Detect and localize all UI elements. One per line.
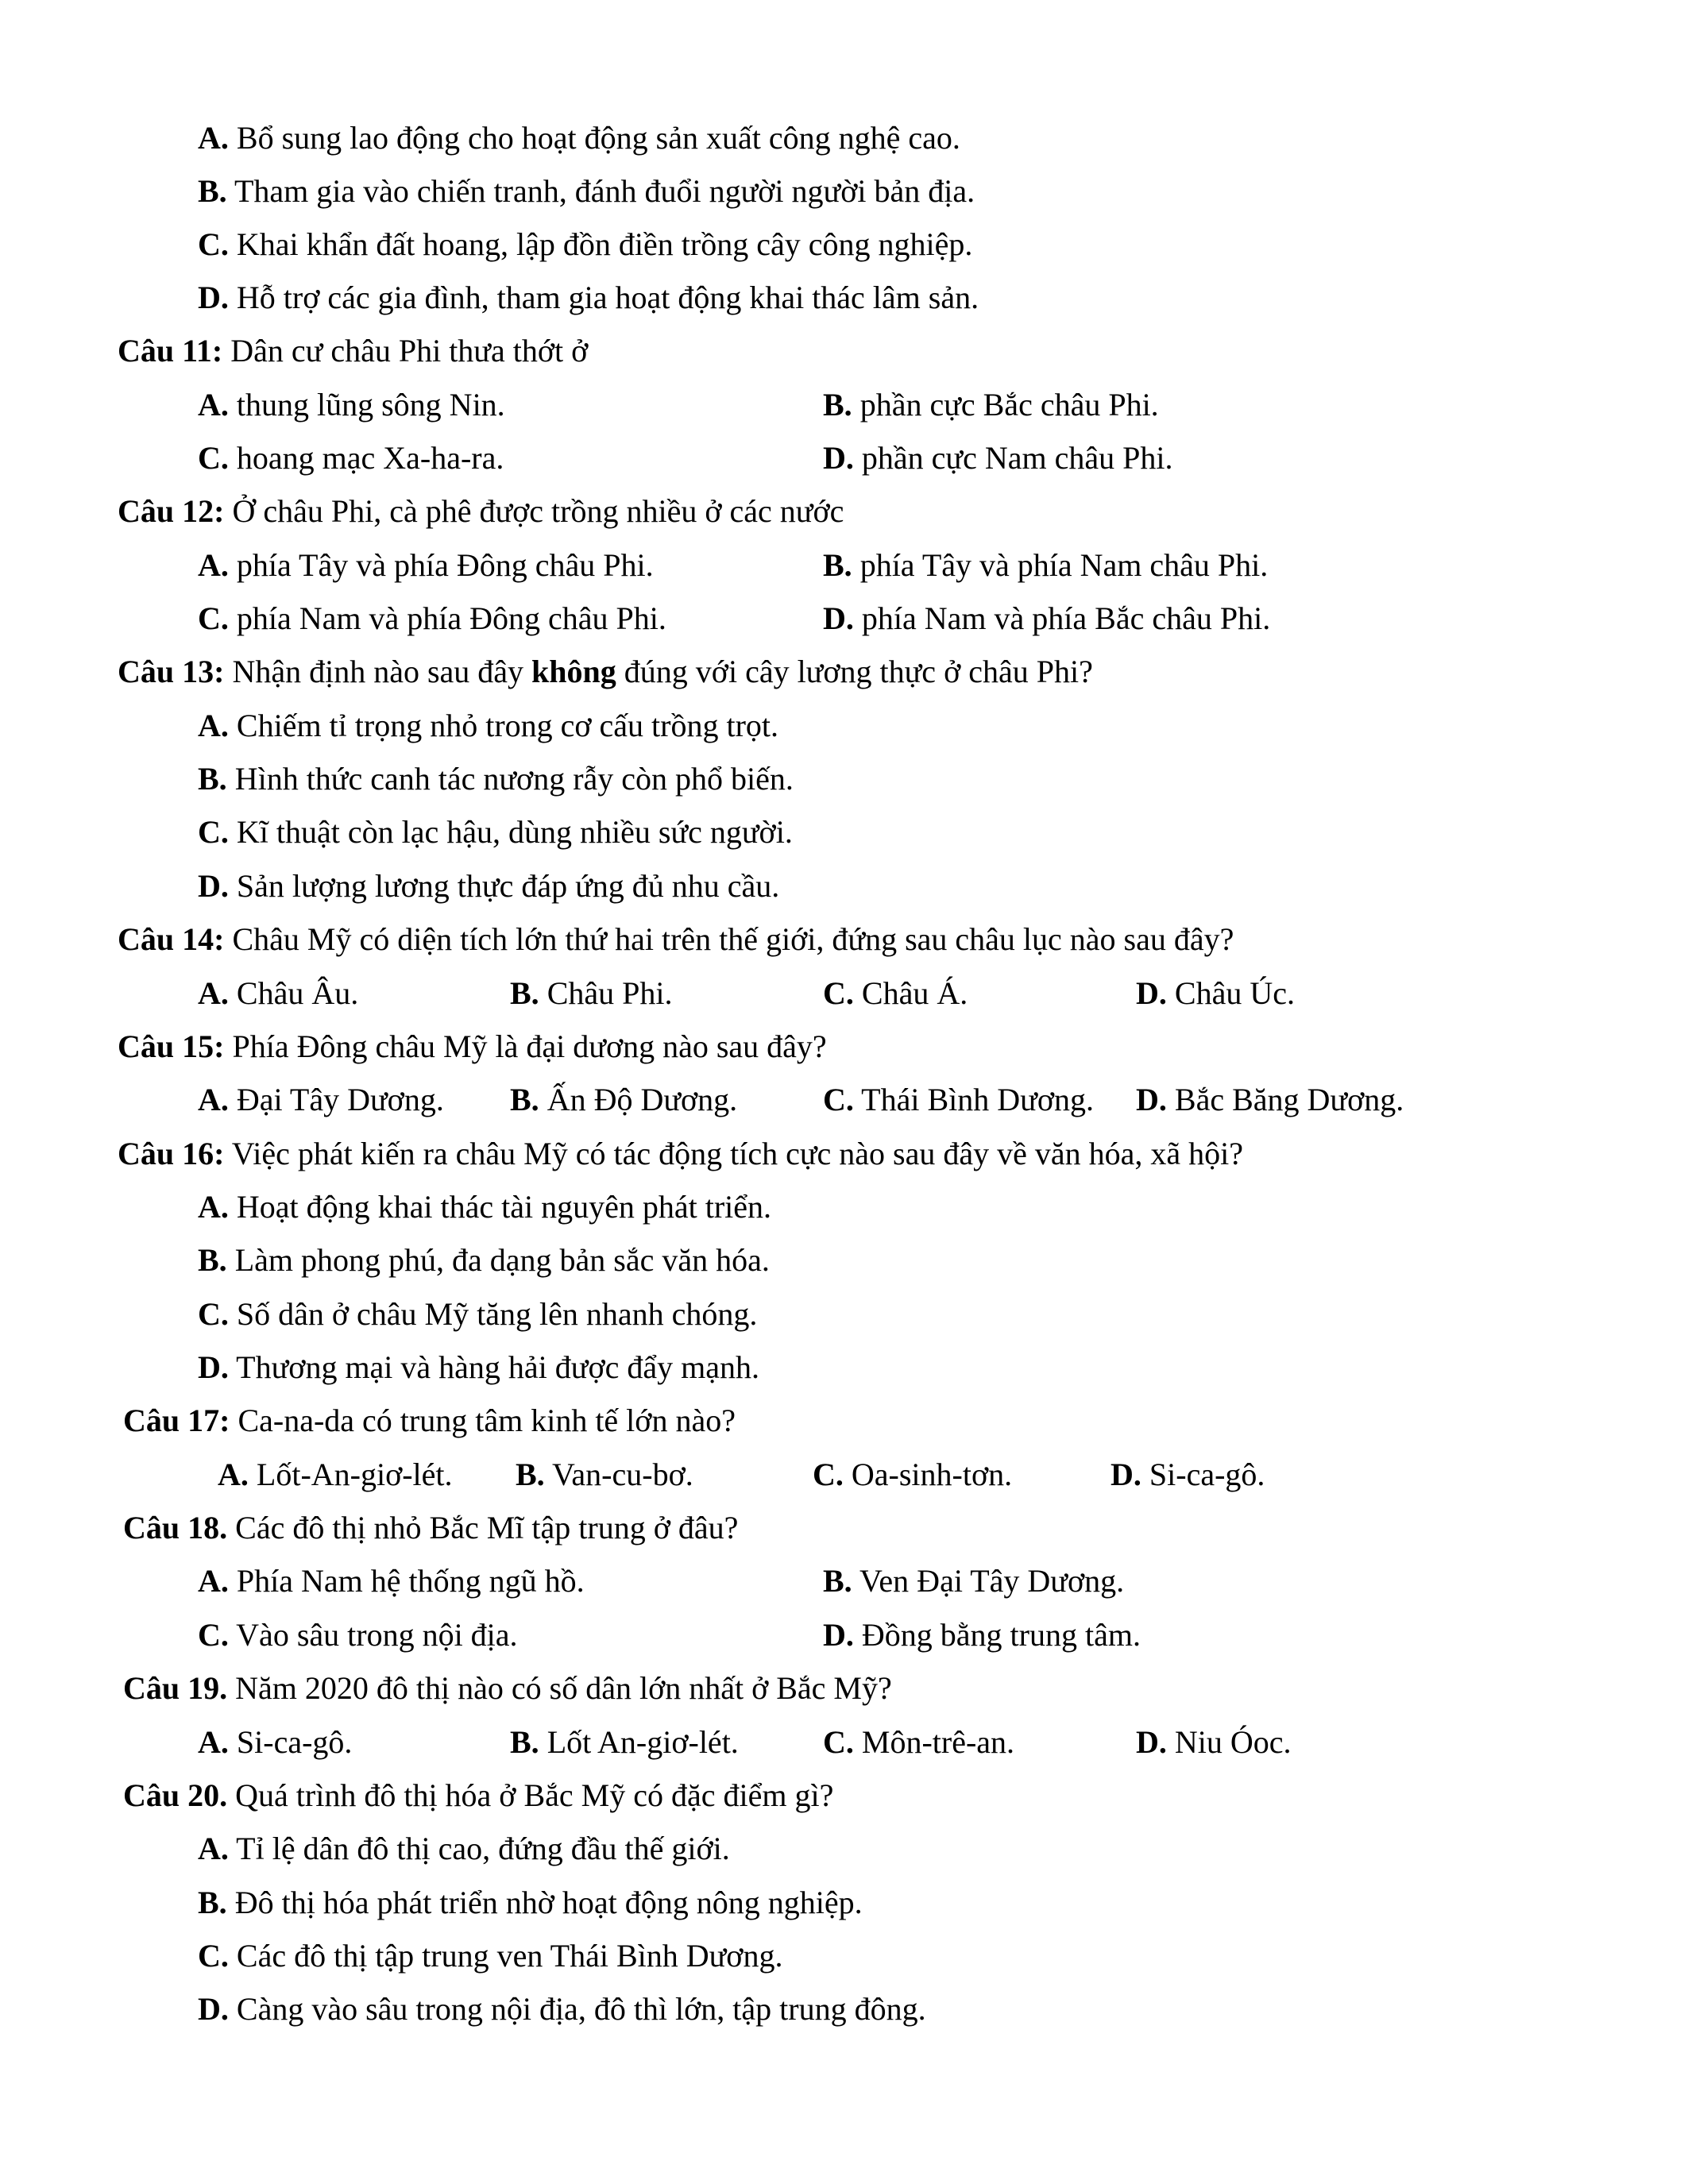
q12-stem: Câu 12: Ở châu Phi, cà phê được trồng nhiều ở các nước <box>118 493 844 529</box>
q16-stem: Câu 16: Việc phát kiến ra châu Mỹ có tác động tích cực nào sau đây về văn hóa, xã hội? <box>118 1136 1243 1171</box>
q13-option-b: B. Hình thức canh tác nương rẫy còn phổ biến. <box>198 761 794 797</box>
q17-option-c: C. Oa-sinh-tơn. <box>813 1457 1013 1492</box>
q16-option-a: A. Hoạt động khai thác tài nguyên phát triển. <box>198 1189 772 1225</box>
q12-option-a: A. phía Tây và phía Đông châu Phi. <box>198 547 654 583</box>
q16-option-c: C. Số dân ở châu Mỹ tăng lên nhanh chóng. <box>198 1296 758 1332</box>
q15-option-b: B. Ấn Độ Dương. <box>510 1082 738 1117</box>
q18-option-c: C. Vào sâu trong nội địa. <box>198 1617 518 1653</box>
q17-option-a: A. Lốt-An-giơ-lét. <box>218 1457 453 1492</box>
q19-option-b: B. Lốt An-giơ-lét. <box>510 1724 739 1760</box>
q20-option-d: D. Càng vào sâu trong nội địa, đô thì lớn, tập trung đông. <box>198 1991 926 2027</box>
q14-option-b: B. Châu Phi. <box>510 975 673 1011</box>
q17-option-b: B. Van-cu-bơ. <box>516 1457 693 1492</box>
q11-option-a: A. thung lũng sông Nin. <box>198 387 505 423</box>
q10-option-b: B. Tham gia vào chiến tranh, đánh đuổi người người bản địa. <box>198 173 975 209</box>
q15-option-d: D. Bắc Băng Dương. <box>1136 1082 1404 1117</box>
q11-option-b: B. phần cực Bắc châu Phi. <box>823 387 1159 423</box>
q18-option-b: B. Ven Đại Tây Dương. <box>823 1563 1125 1599</box>
q12-option-b: B. phía Tây và phía Nam châu Phi. <box>823 547 1269 583</box>
q17-stem: Câu 17: Ca-na-da có trung tâm kinh tế lớn nào? <box>123 1403 736 1438</box>
q19-stem: Câu 19. Năm 2020 đô thị nào có số dân lớn nhất ở Bắc Mỹ? <box>123 1670 892 1706</box>
q13-stem: Câu 13: Nhận định nào sau đây không đúng với cây lương thực ở châu Phi? <box>118 654 1093 689</box>
q18-stem: Câu 18. Các đô thị nhỏ Bắc Mĩ tập trung ở đâu? <box>123 1510 739 1545</box>
q14-option-a: A. Châu Âu. <box>198 975 359 1011</box>
q20-stem: Câu 20. Quá trình đô thị hóa ở Bắc Mỹ có đặc điểm gì? <box>123 1777 834 1813</box>
q12-option-d: D. phía Nam và phía Bắc châu Phi. <box>823 600 1271 636</box>
q11-stem: Câu 11: Dân cư châu Phi thưa thớt ở <box>118 333 589 369</box>
q18-option-d: D. Đồng bằng trung tâm. <box>823 1617 1141 1653</box>
q19-option-a: A. Si-ca-gô. <box>198 1724 353 1760</box>
q11-option-d: D. phần cực Nam châu Phi. <box>823 440 1173 476</box>
q15-option-c: C. Thái Bình Dương. <box>823 1082 1094 1117</box>
q16-option-d: D. Thương mại và hàng hải được đẩy mạnh. <box>198 1349 759 1385</box>
q12-option-c: C. phía Nam và phía Đông châu Phi. <box>198 600 666 636</box>
q13-option-c: C. Kĩ thuật còn lạc hậu, dùng nhiều sức người. <box>198 814 793 850</box>
q10-option-d: D. Hỗ trợ các gia đình, tham gia hoạt động khai thác lâm sản. <box>198 280 979 315</box>
q16-option-b: B. Làm phong phú, đa dạng bản sắc văn hóa. <box>198 1242 770 1278</box>
q10-option-c: C. Khai khẩn đất hoang, lập đồn điền trồng cây công nghiệp. <box>198 226 973 262</box>
q20-option-c: C. Các đô thị tập trung ven Thái Bình Dương. <box>198 1938 783 1974</box>
q18-option-a: A. Phía Nam hệ thống ngũ hồ. <box>198 1563 585 1599</box>
q19-option-c: C. Môn-trê-an. <box>823 1724 1015 1760</box>
q14-option-c: C. Châu Á. <box>823 975 968 1011</box>
q15-option-a: A. Đại Tây Dương. <box>198 1082 444 1117</box>
q13-option-a: A. Chiếm tỉ trọng nhỏ trong cơ cấu trồng trọt. <box>198 708 779 743</box>
q11-option-c: C. hoang mạc Xa-ha-ra. <box>198 440 504 476</box>
q14-stem: Câu 14: Châu Mỹ có diện tích lớn thứ hai trên thế giới, đứng sau châu lục nào sau đây? <box>118 921 1234 957</box>
q15-stem: Câu 15: Phía Đông châu Mỹ là đại dương nào sau đây? <box>118 1028 827 1064</box>
q20-option-b: B. Đô thị hóa phát triển nhờ hoạt động nông nghiệp. <box>198 1885 863 1920</box>
q10-option-a: A. Bổ sung lao động cho hoạt động sản xuất công nghệ cao. <box>198 120 960 156</box>
q13-option-d: D. Sản lượng lương thực đáp ứng đủ nhu cầu. <box>198 868 780 904</box>
q14-option-d: D. Châu Úc. <box>1136 975 1295 1011</box>
q19-option-d: D. Niu Óoc. <box>1136 1724 1292 1760</box>
q17-option-d: D. Si-ca-gô. <box>1111 1457 1265 1492</box>
q20-option-a: A. Tỉ lệ dân đô thị cao, đứng đầu thế giới. <box>198 1831 730 1866</box>
